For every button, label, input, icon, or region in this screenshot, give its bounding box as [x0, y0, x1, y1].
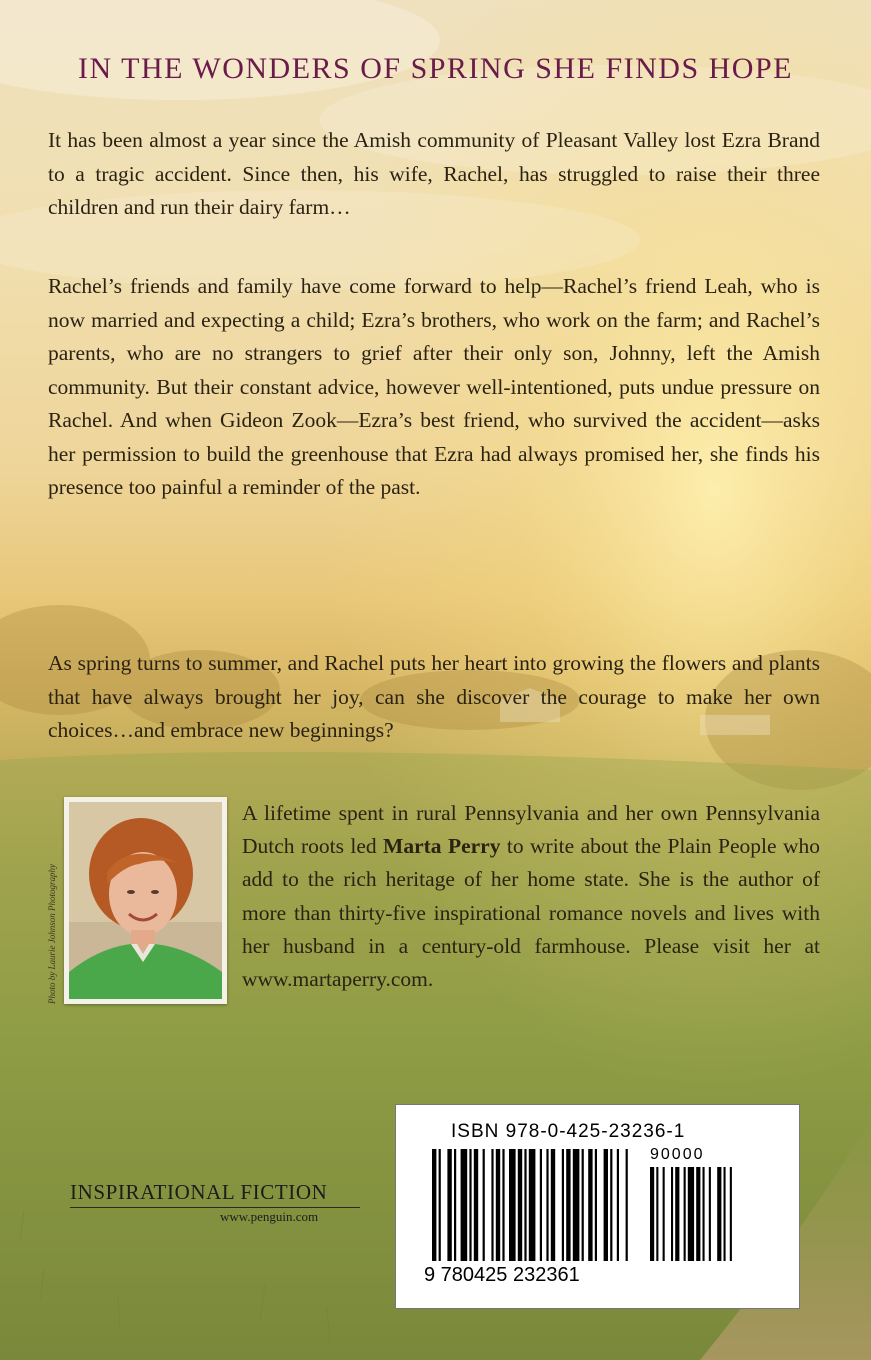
blurb-paragraph: It has been almost a year since the Amish community of Pleasant Valley lost Ezra Brand to a tragic accident. Since then, his wife, Rachel, has struggled to raise their three children and run their dairy farm… — [48, 128, 820, 219]
addon-bar — [656, 1167, 658, 1261]
photo-credit: Photo by Laurie Johnson Photography — [47, 864, 57, 1004]
cover-headline: IN THE WONDERS OF SPRING SHE FINDS HOPE — [78, 52, 793, 85]
addon-bar — [696, 1167, 700, 1261]
barcode-bar — [617, 1149, 619, 1261]
barcode-bar — [469, 1149, 471, 1261]
barcode-bar — [626, 1149, 628, 1261]
barcode-bar — [562, 1149, 564, 1261]
author-photo — [64, 797, 227, 1004]
barcode-bar — [546, 1149, 548, 1261]
barcode-bar — [524, 1149, 526, 1261]
author-bio-text: to write about the Plain People who add to the rich heritage of her home state. She is the author of more than thirty-five inspirational romance novels and lives with her husband in a century-old farmhouse. Please visit her at www.martaperry.com. — [242, 834, 821, 992]
blurb-paragraph: As spring turns to summer, and Rachel puts her heart into growing the flowers and plants that have always brought her joy, can she discover the courage to make her own choices…and embrace new beginnings? — [48, 651, 820, 742]
addon-bar — [688, 1167, 694, 1261]
addon-bar — [703, 1167, 705, 1261]
barcode-bar — [595, 1149, 597, 1261]
barcode-bar — [518, 1149, 522, 1261]
isbn-barcode — [395, 1104, 800, 1309]
barcode-bar — [529, 1149, 536, 1261]
addon-bar — [709, 1167, 711, 1261]
publisher-url: www.penguin.com — [220, 1209, 319, 1224]
addon-bar — [663, 1167, 665, 1261]
addon-bar — [724, 1167, 726, 1261]
isbn-number: ISBN 978-0-425-23236-1 — [451, 1121, 686, 1142]
author-name: Marta Perry — [383, 834, 501, 859]
ean-digits: 9 780425 232361 — [424, 1264, 580, 1286]
price-code: 90000 — [650, 1146, 705, 1163]
author-portrait-image — [69, 802, 222, 999]
addon-bar — [717, 1167, 721, 1261]
barcode-bar — [461, 1149, 468, 1261]
addon-bar — [671, 1167, 673, 1261]
barcode-bar — [496, 1149, 500, 1261]
addon-bar — [684, 1167, 686, 1261]
barcode-bar — [604, 1149, 608, 1261]
barcode-bar — [439, 1149, 441, 1261]
author-bio — [242, 797, 820, 996]
barcode-bar — [483, 1149, 485, 1261]
barcode-bar — [474, 1149, 478, 1261]
barcode-bar — [509, 1149, 516, 1261]
addon-bar — [675, 1167, 679, 1261]
barcode-bar — [432, 1149, 436, 1261]
barcode-bar — [502, 1149, 504, 1261]
barcode-bar — [566, 1149, 570, 1261]
addon-bar — [730, 1167, 732, 1261]
barcode-bar — [540, 1149, 542, 1261]
barcode-bar — [588, 1149, 592, 1261]
barcode-bar — [573, 1149, 580, 1261]
blurb-paragraph: Rachel’s friends and family have come forward to help—Rachel’s friend Leah, who is now married and expecting a child; Ezra’s brothers, who work on the farm; and Rachel’s parents, who are no strangers to grief after their only son, Johnny, left the Amish community. But their constant advice, however well-intentioned, puts undue pressure on Rachel. And when Gideon Zook—Ezra’s best friend, who survived the accident—asks her permission to build the greenhouse that Ezra had always promised her, she finds his presence too painful a reminder of the past. — [48, 274, 820, 499]
barcode-bar — [491, 1149, 493, 1261]
barcode-bar — [610, 1149, 612, 1261]
genre-label: INSPIRATIONAL FICTION — [70, 1180, 360, 1208]
barcode-bar — [551, 1149, 555, 1261]
addon-bar — [650, 1167, 654, 1261]
barcode-bar — [447, 1149, 451, 1261]
barcode-bar — [454, 1149, 456, 1261]
author-bio-text: A lifetime spent in rural Pennsylvania and her own Pennsylvania Dutch roots led — [242, 801, 820, 859]
barcode-bar — [582, 1149, 584, 1261]
